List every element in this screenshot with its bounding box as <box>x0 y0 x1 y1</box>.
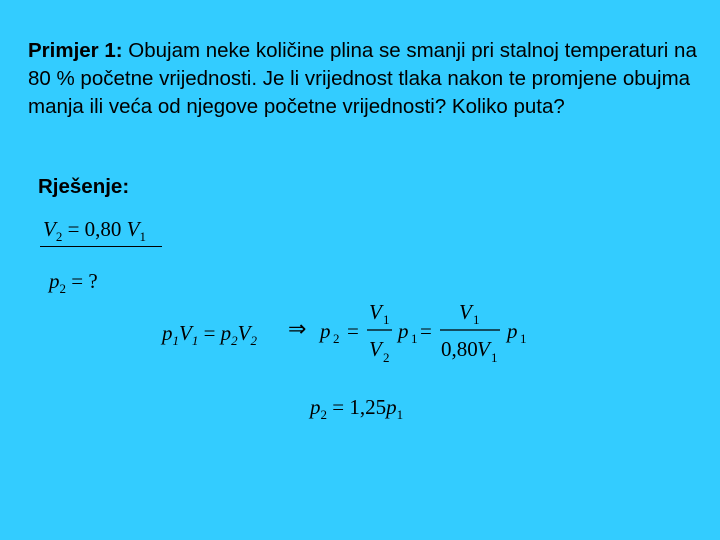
frac2-num: V <box>459 300 472 324</box>
solution-heading: Rješenje: <box>38 175 130 198</box>
problem-text: Obujam neke količine plina se smanji pri stalnoj temperaturi na 80 % početne vrijednosti. Je li vrijednost tlaka nakon te promjene obujma manja ili veća od njegove početne vrijednosti? Koliko puta? <box>28 39 697 118</box>
frac2-num-sub: 1 <box>473 312 480 327</box>
boyle-a: p <box>162 321 173 345</box>
formula-p1-end: p <box>507 319 518 343</box>
formula-p1-sub: 1 <box>411 331 418 346</box>
result-rhs: p <box>386 395 397 419</box>
boyle-d: V <box>237 321 251 345</box>
boyle-a-sub: 1 <box>172 333 179 348</box>
result-var: p <box>310 395 321 419</box>
boyle-c-sub: 2 <box>231 333 238 348</box>
result-equation <box>310 395 403 420</box>
frac2-den-sub: 1 <box>491 350 498 365</box>
frac2-den-coef: 0,80 <box>441 337 478 361</box>
unknown-sub: 2 <box>59 281 66 296</box>
given-lhs: V <box>43 217 56 241</box>
boyle-c: p <box>220 321 232 345</box>
frac2-den: V <box>477 337 490 361</box>
unknown-var: p <box>49 269 60 293</box>
frac1-num-sub: 1 <box>383 312 390 327</box>
frac1-den-sub: 2 <box>383 350 390 365</box>
frac1-num: V <box>369 300 382 324</box>
given-lhs-sub: 2 <box>55 229 63 244</box>
frac1-den: V <box>369 337 382 361</box>
formula-p2: p <box>320 319 331 343</box>
unknown-rest: = ? <box>66 269 98 293</box>
implies-icon: ⇒ <box>288 316 307 341</box>
formula-eq-2: = <box>420 319 432 343</box>
boyle-b: V <box>179 321 192 345</box>
given-rhs: V <box>126 217 140 241</box>
given-rhs-sub: 1 <box>139 229 146 244</box>
boyle-b-sub: 1 <box>191 333 199 348</box>
formula-p2-sub: 2 <box>333 331 340 346</box>
given-mid: = 0,80 <box>62 217 127 241</box>
boyle-d-sub: 2 <box>250 333 257 348</box>
boyle-eq: = <box>198 321 221 345</box>
formula-p1: p <box>398 319 409 343</box>
result-rhs-sub: 1 <box>396 407 404 422</box>
result-sub: 2 <box>320 407 327 422</box>
formula-p1-end-sub: 1 <box>520 331 527 346</box>
formula-eq-1: = <box>347 319 359 343</box>
result-mid: = 1,25 <box>327 395 387 419</box>
problem-label: Primjer 1: <box>28 39 123 62</box>
